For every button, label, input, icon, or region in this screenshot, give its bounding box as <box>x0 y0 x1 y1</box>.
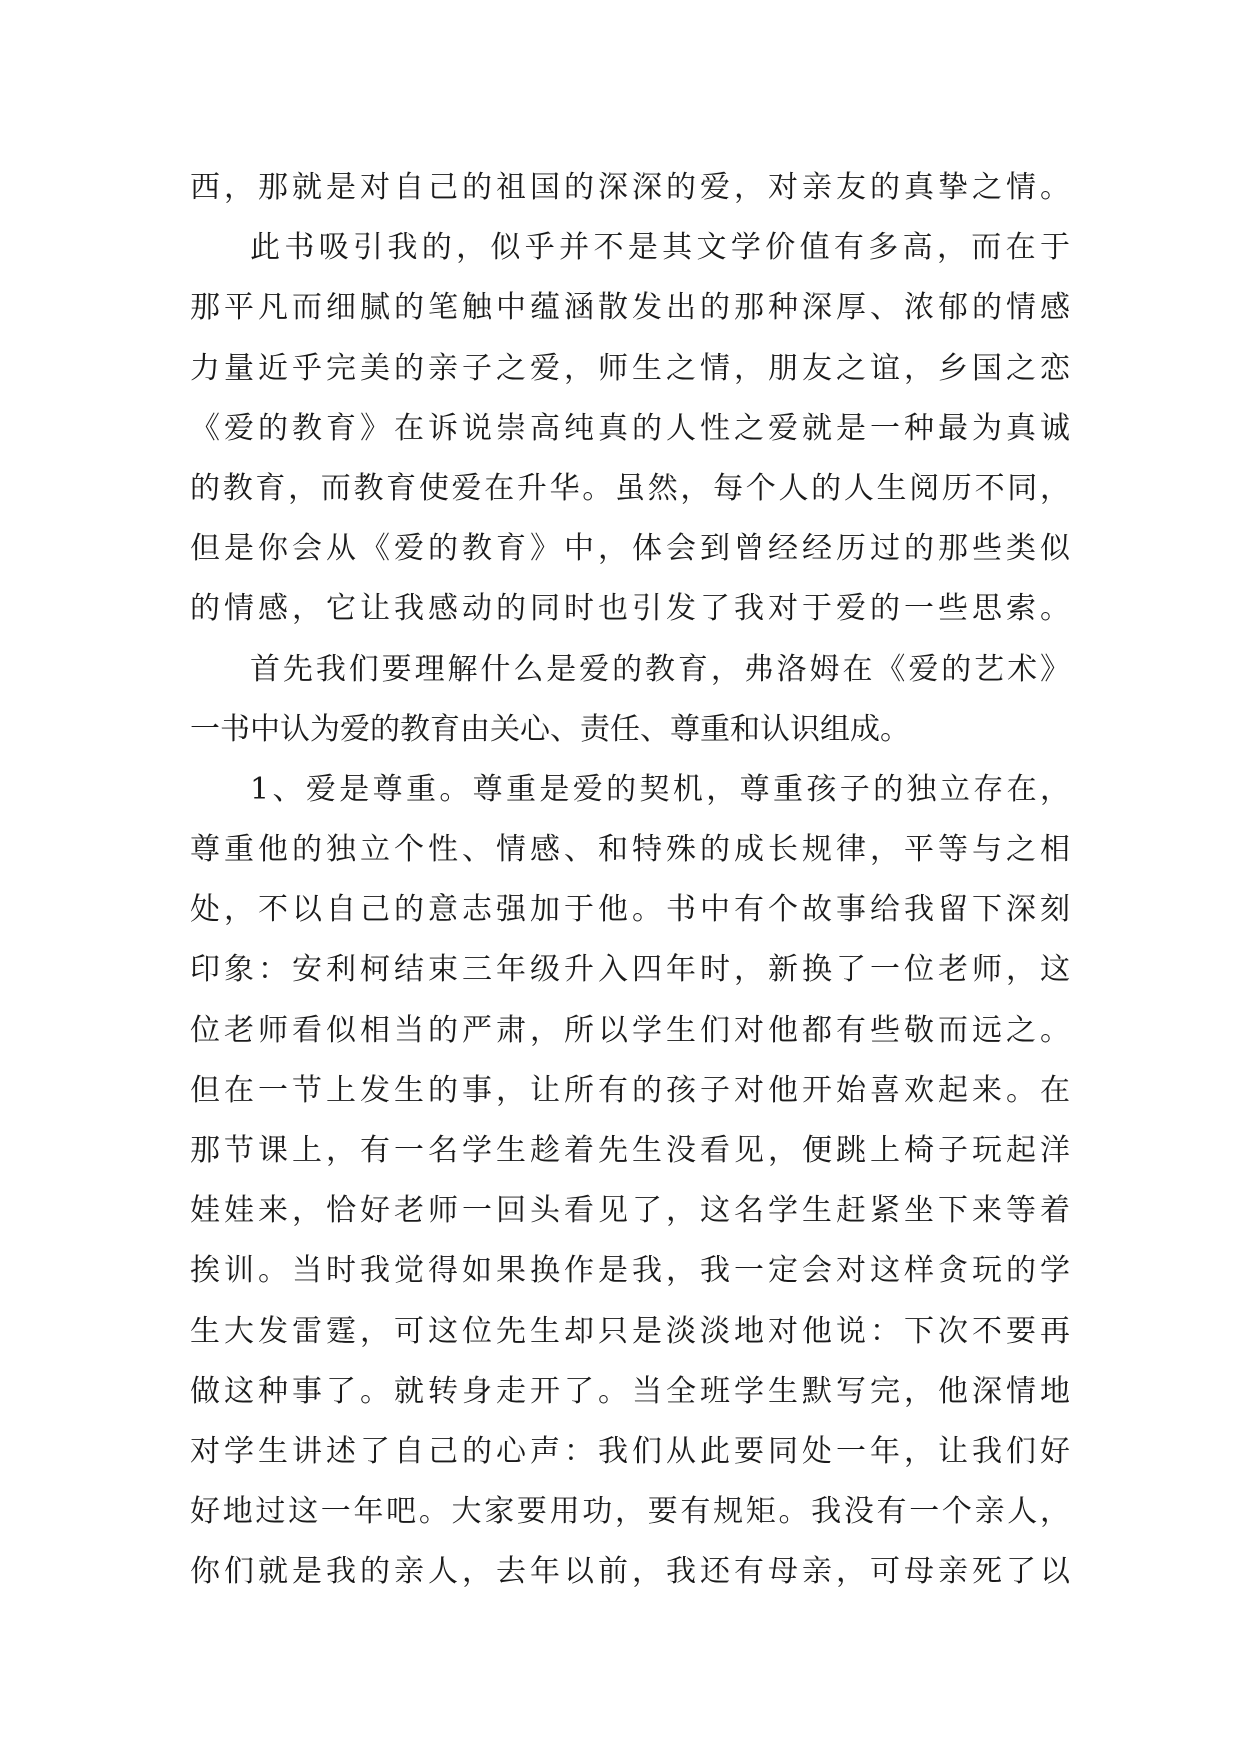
text-line: 的教育，而教育使爱在升华。虽然，每个人的人生阅历不同， <box>190 470 1070 506</box>
text-line: 位老师看似相当的严肃，所以学生们对他都有些敬而远之。 <box>190 1012 1070 1048</box>
text-line: 生大发雷霆，可这位先生却只是淡淡地对他说：下次不要再 <box>190 1313 1070 1349</box>
text-line: 1、爱是尊重。尊重是爱的契机，尊重孩子的独立存在， <box>250 771 1070 807</box>
text-line: 但在一节上发生的事，让所有的孩子对他开始喜欢起来。在 <box>190 1072 1070 1108</box>
text-line: 《爱的教育》在诉说崇高纯真的人性之爱就是一种最为真诚 <box>190 410 1070 446</box>
body-text <box>190 158 1070 1603</box>
text-line: 好地过这一年吧。大家要用功，要有规矩。我没有一个亲人， <box>190 1494 1070 1530</box>
text-line: 娃娃来，恰好老师一回头看见了，这名学生赶紧坐下来等着 <box>190 1193 1070 1229</box>
text-line: 首先我们要理解什么是爱的教育，弗洛姆在《爱的艺术》 <box>250 651 1070 687</box>
text-line: 做这种事了。就转身走开了。当全班学生默写完，他深情地 <box>190 1373 1070 1409</box>
text-line: 你们就是我的亲人，去年以前，我还有母亲，可母亲死了以 <box>190 1554 1070 1590</box>
text-line: 那平凡而细腻的笔触中蕴涵散发出的那种深厚、浓郁的情感 <box>190 290 1070 326</box>
text-line: 那节课上，有一名学生趁着先生没看见，便跳上椅子玩起洋 <box>190 1133 1070 1168</box>
text-line: 力量近乎完美的亲子之爱，师生之情，朋友之谊，乡国之恋 <box>190 350 1070 386</box>
text-line: 挨训。当时我觉得如果换作是我，我一定会对这样贪玩的学 <box>190 1253 1070 1289</box>
text-line: 处，不以自己的意志强加于他。书中有个故事给我留下深刻 <box>190 892 1070 928</box>
text-line: 但是你会从《爱的教育》中，体会到曾经经历过的那些类似 <box>190 531 1070 567</box>
text-line: 此书吸引我的，似乎并不是其文学价值有多高，而在于 <box>250 230 1070 266</box>
text-line: 对学生讲述了自己的心声：我们从此要同处一年，让我们好 <box>190 1433 1070 1469</box>
text-line: 印象：安利柯结束三年级升入四年时，新换了一位老师，这 <box>190 952 1070 988</box>
text-line: 的情感，它让我感动的同时也引发了我对于爱的一些思索。 <box>190 591 1070 627</box>
text-line: 西，那就是对自己的祖国的深深的爱，对亲友的真挚之情。 <box>190 170 1070 205</box>
text-line: 一书中认为爱的教育由关心、责任、尊重和认识组成。 <box>190 711 910 747</box>
text-line: 尊重他的独立个性、情感、和特殊的成长规律，平等与之相 <box>190 832 1070 868</box>
